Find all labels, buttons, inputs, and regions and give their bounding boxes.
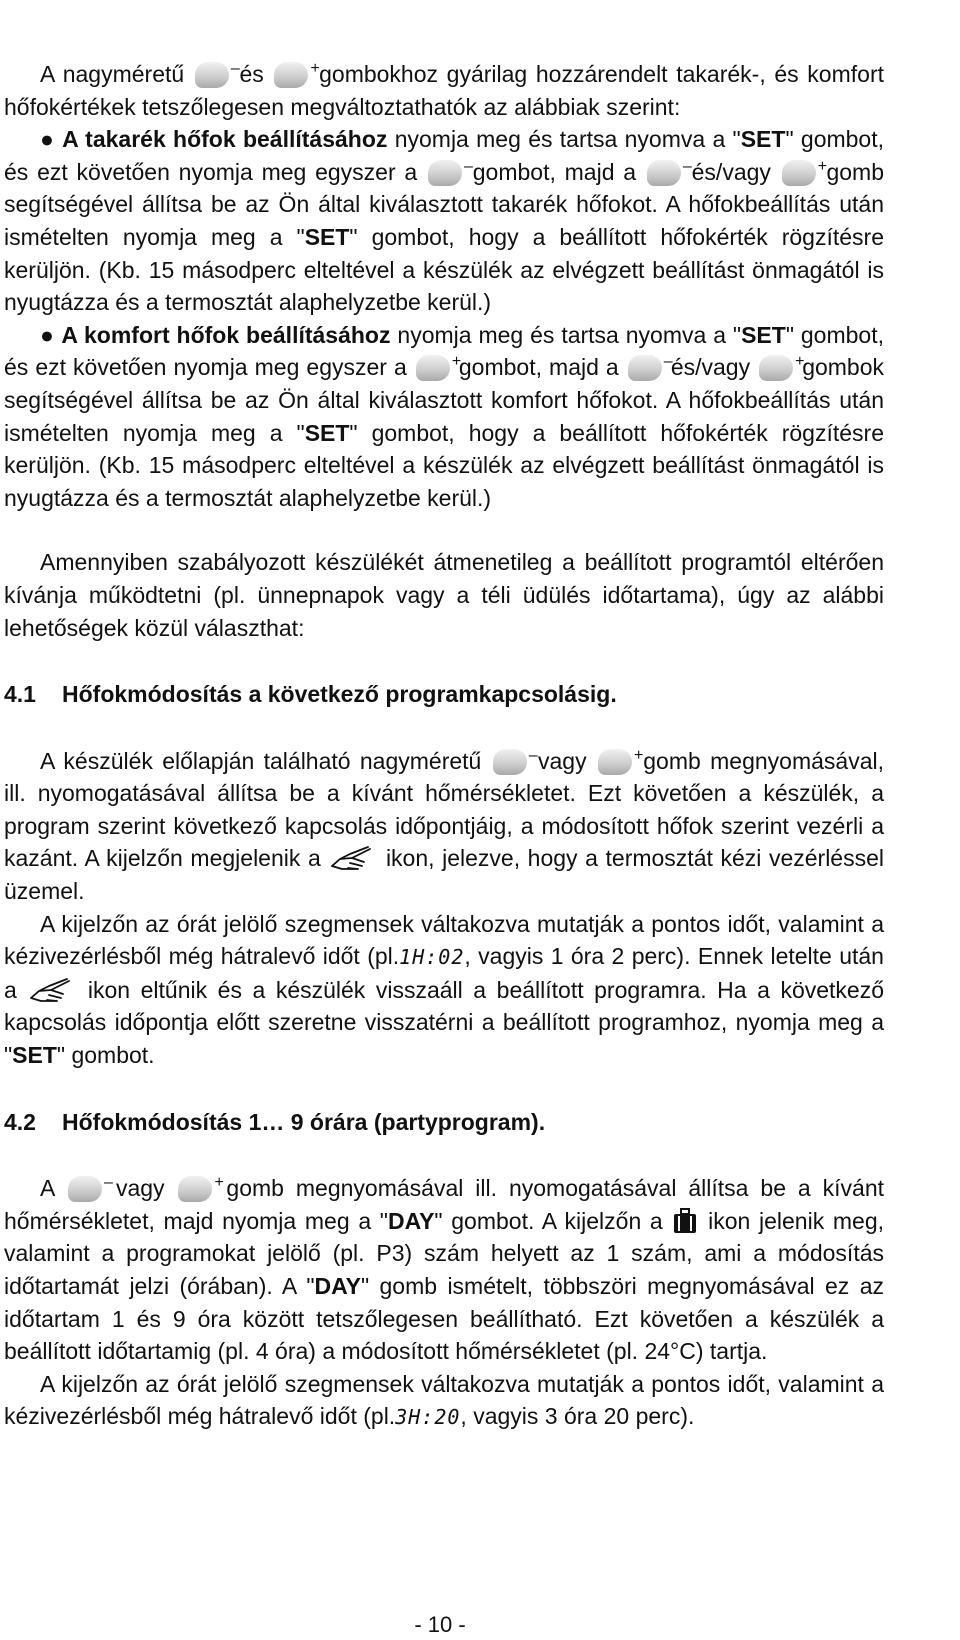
text: " gombot, és ezt követően nyomja meg egyszer a [4, 321, 884, 381]
text: A kijelzőn az órát jelölő szegmensek váltakozva mutatják a pontos időt, valamint a kézivezérlésből még hátralevő időt (pl. [4, 1370, 884, 1430]
sec41-paragraph-1 [4, 745, 884, 908]
minus-button-icon: – [628, 355, 662, 381]
section-title: Hőfokmódosítás a következő programkapcsolásig. [62, 681, 617, 708]
minus-button-icon: – [428, 160, 462, 186]
sec42-paragraph-1 [4, 1172, 884, 1368]
bullet-title: A komfort hőfok beállításához [61, 321, 391, 348]
set-label: SET [12, 1042, 57, 1069]
text: gombot, majd a [458, 354, 619, 381]
segment-display-value: 1H:02 [399, 945, 465, 970]
text: " gombot, és ezt követően nyomja meg egyszer a [4, 126, 885, 185]
plus-button-icon: + [416, 355, 450, 381]
minus-button-icon: – [68, 1176, 102, 1202]
text: ikon, jelezve, hogy a termosztát kézi vezérléssel üzemel. [4, 845, 885, 905]
text: nyomja meg és tartsa nyomva a " [397, 321, 742, 348]
amennyiben-paragraph: Amennyiben szabályozott készülékét átmenetileg a beállított programtól eltérően kívánja működtetni (pl. ünnepnapok vagy a téli üdülés időtartama), úgy az alábbi lehetőségek közül választhat: [4, 549, 884, 641]
minus-button-icon: – [647, 160, 681, 186]
hand-icon [330, 846, 376, 870]
text: , vagyis 1 óra 2 perc). Ennek letelte után a [4, 943, 884, 1003]
text: A [40, 1175, 55, 1202]
page-number: - 10 - [414, 1612, 466, 1637]
text: és [239, 61, 264, 87]
text: A kijelzőn az órát jelölő szegmensek váltakozva mutatják a pontos időt, valamint a kézivezérlésből még hátralevő időt (pl. [4, 910, 884, 970]
section-number: 4.1 [4, 681, 36, 708]
text: A nagyméretű [40, 61, 185, 87]
section-heading-4-1 [4, 678, 884, 711]
section-heading-4-2 [4, 1106, 884, 1139]
text: " gombot. A kijelzőn a [434, 1207, 663, 1234]
suitcase-icon [673, 1208, 697, 1234]
set-label: SET [304, 223, 350, 250]
text: nyomja meg és tartsa nyomva a " [394, 126, 741, 153]
text: gombokhoz gyárilag hozzárendelt takarék-, és komfort hőfokértékek tetszőlegesen megváltoztathatók az alábbiak szerint: [4, 61, 884, 120]
plus-button-icon: + [759, 355, 793, 381]
text: vagy [115, 1175, 165, 1202]
day-label: DAY [314, 1273, 361, 1299]
sec42-paragraph-2 [4, 1368, 884, 1434]
set-label: SET [304, 419, 350, 446]
text: vagy [538, 747, 587, 774]
bullet-title: A takarék hőfok beállításához [62, 126, 388, 153]
bullet-komfort [4, 319, 884, 515]
sec41-paragraph-2 [4, 908, 884, 1072]
text: " gombot, hogy a beállított hőfokérték rögzítésre kerüljön. (Kb. 15 másodperc elteltével a készülék az elvégzett beállítást önmagától is nyugtázza és a termosztát alaphelyzetbe kerül.) [4, 223, 884, 316]
document-page [4, 58, 884, 1434]
text: , vagyis 3 óra 20 perc). [460, 1403, 695, 1430]
bullet-takarek [4, 123, 884, 319]
section-number: 4.2 [4, 1108, 36, 1135]
minus-button-icon: – [493, 749, 527, 775]
text: gomb segítségével állítsa be az Ön által kiválasztott takarék hőfokot. A hőfokbeállítás után ismételten nyomja meg a " [4, 158, 885, 250]
text: A készülék előlapján található nagyméretű [40, 747, 482, 774]
text: és/vagy [691, 158, 771, 185]
day-label: DAY [387, 1207, 435, 1234]
text: " gombot. [56, 1042, 155, 1069]
text: gomb megnyomásával, ill. nyomogatásával állítsa be a kívánt hőmérsékletet. Ezt követően a készülék, a program szerint következő kapcsolás időpontjáig, a módosított hőfok szerint vezérli a kazánt. A kijelzőn megjelenik a [4, 747, 884, 872]
intro-paragraph [4, 58, 884, 123]
set-label: SET [740, 126, 786, 153]
hand-icon [29, 978, 75, 1002]
plus-button-icon: + [178, 1176, 212, 1202]
text: gomb megnyomásával ill. nyomogatásával állítsa be a kívánt hőmérsékletet, majd nyomja meg a " [4, 1175, 885, 1234]
bullet-dot: ● [40, 126, 55, 153]
minus-button-icon: – [195, 62, 229, 88]
text: gombot, majd a [472, 158, 637, 185]
plus-button-icon: + [598, 749, 632, 775]
section-title: Hőfokmódosítás 1… 9 órára (partyprogram). [62, 1108, 546, 1135]
text: gombok segítségével állítsa be az Ön által kiválasztott komfort hőfokot. A hőfokbeállítás után ismételten nyomja meg a " [4, 354, 885, 446]
text: és/vagy [670, 354, 751, 381]
text: ikon eltűnik és a készülék visszaáll a beállított programra. Ha a következő kapcsolás időpontja előtt szeretne visszatérni a beállított programhoz, nyomja meg a " [4, 976, 885, 1069]
plus-button-icon: + [782, 160, 816, 186]
segment-display-value: 3H:20 [395, 1405, 461, 1430]
plus-button-icon: + [274, 62, 308, 88]
set-label: SET [741, 321, 786, 348]
text: " gombot, hogy a beállított hőfokérték rögzítésre kerüljön. (Kb. 15 másodperc elteltével a készülék az elvégzett beállítást önmagától is nyugtázza és a termosztát alaphelyzetbe kerül.) [4, 419, 884, 511]
bullet-dot: ● [40, 321, 55, 348]
text: " gomb ismételt, többszöri megnyomásával ez az időtartam 1 és 9 óra között tetszőlegesen beállítható. Ezt követően a készülék a beállított időtartamig (pl. 4 óra) a módosított hőmérsékletet (pl. 24°C) tartja. [4, 1273, 884, 1365]
text: ikon jelenik meg, valamint a programokat jelölő (pl. P3) szám helyett az 1 szám, ami a módosítás időtartamát jelzi (órában). A " [4, 1207, 885, 1299]
